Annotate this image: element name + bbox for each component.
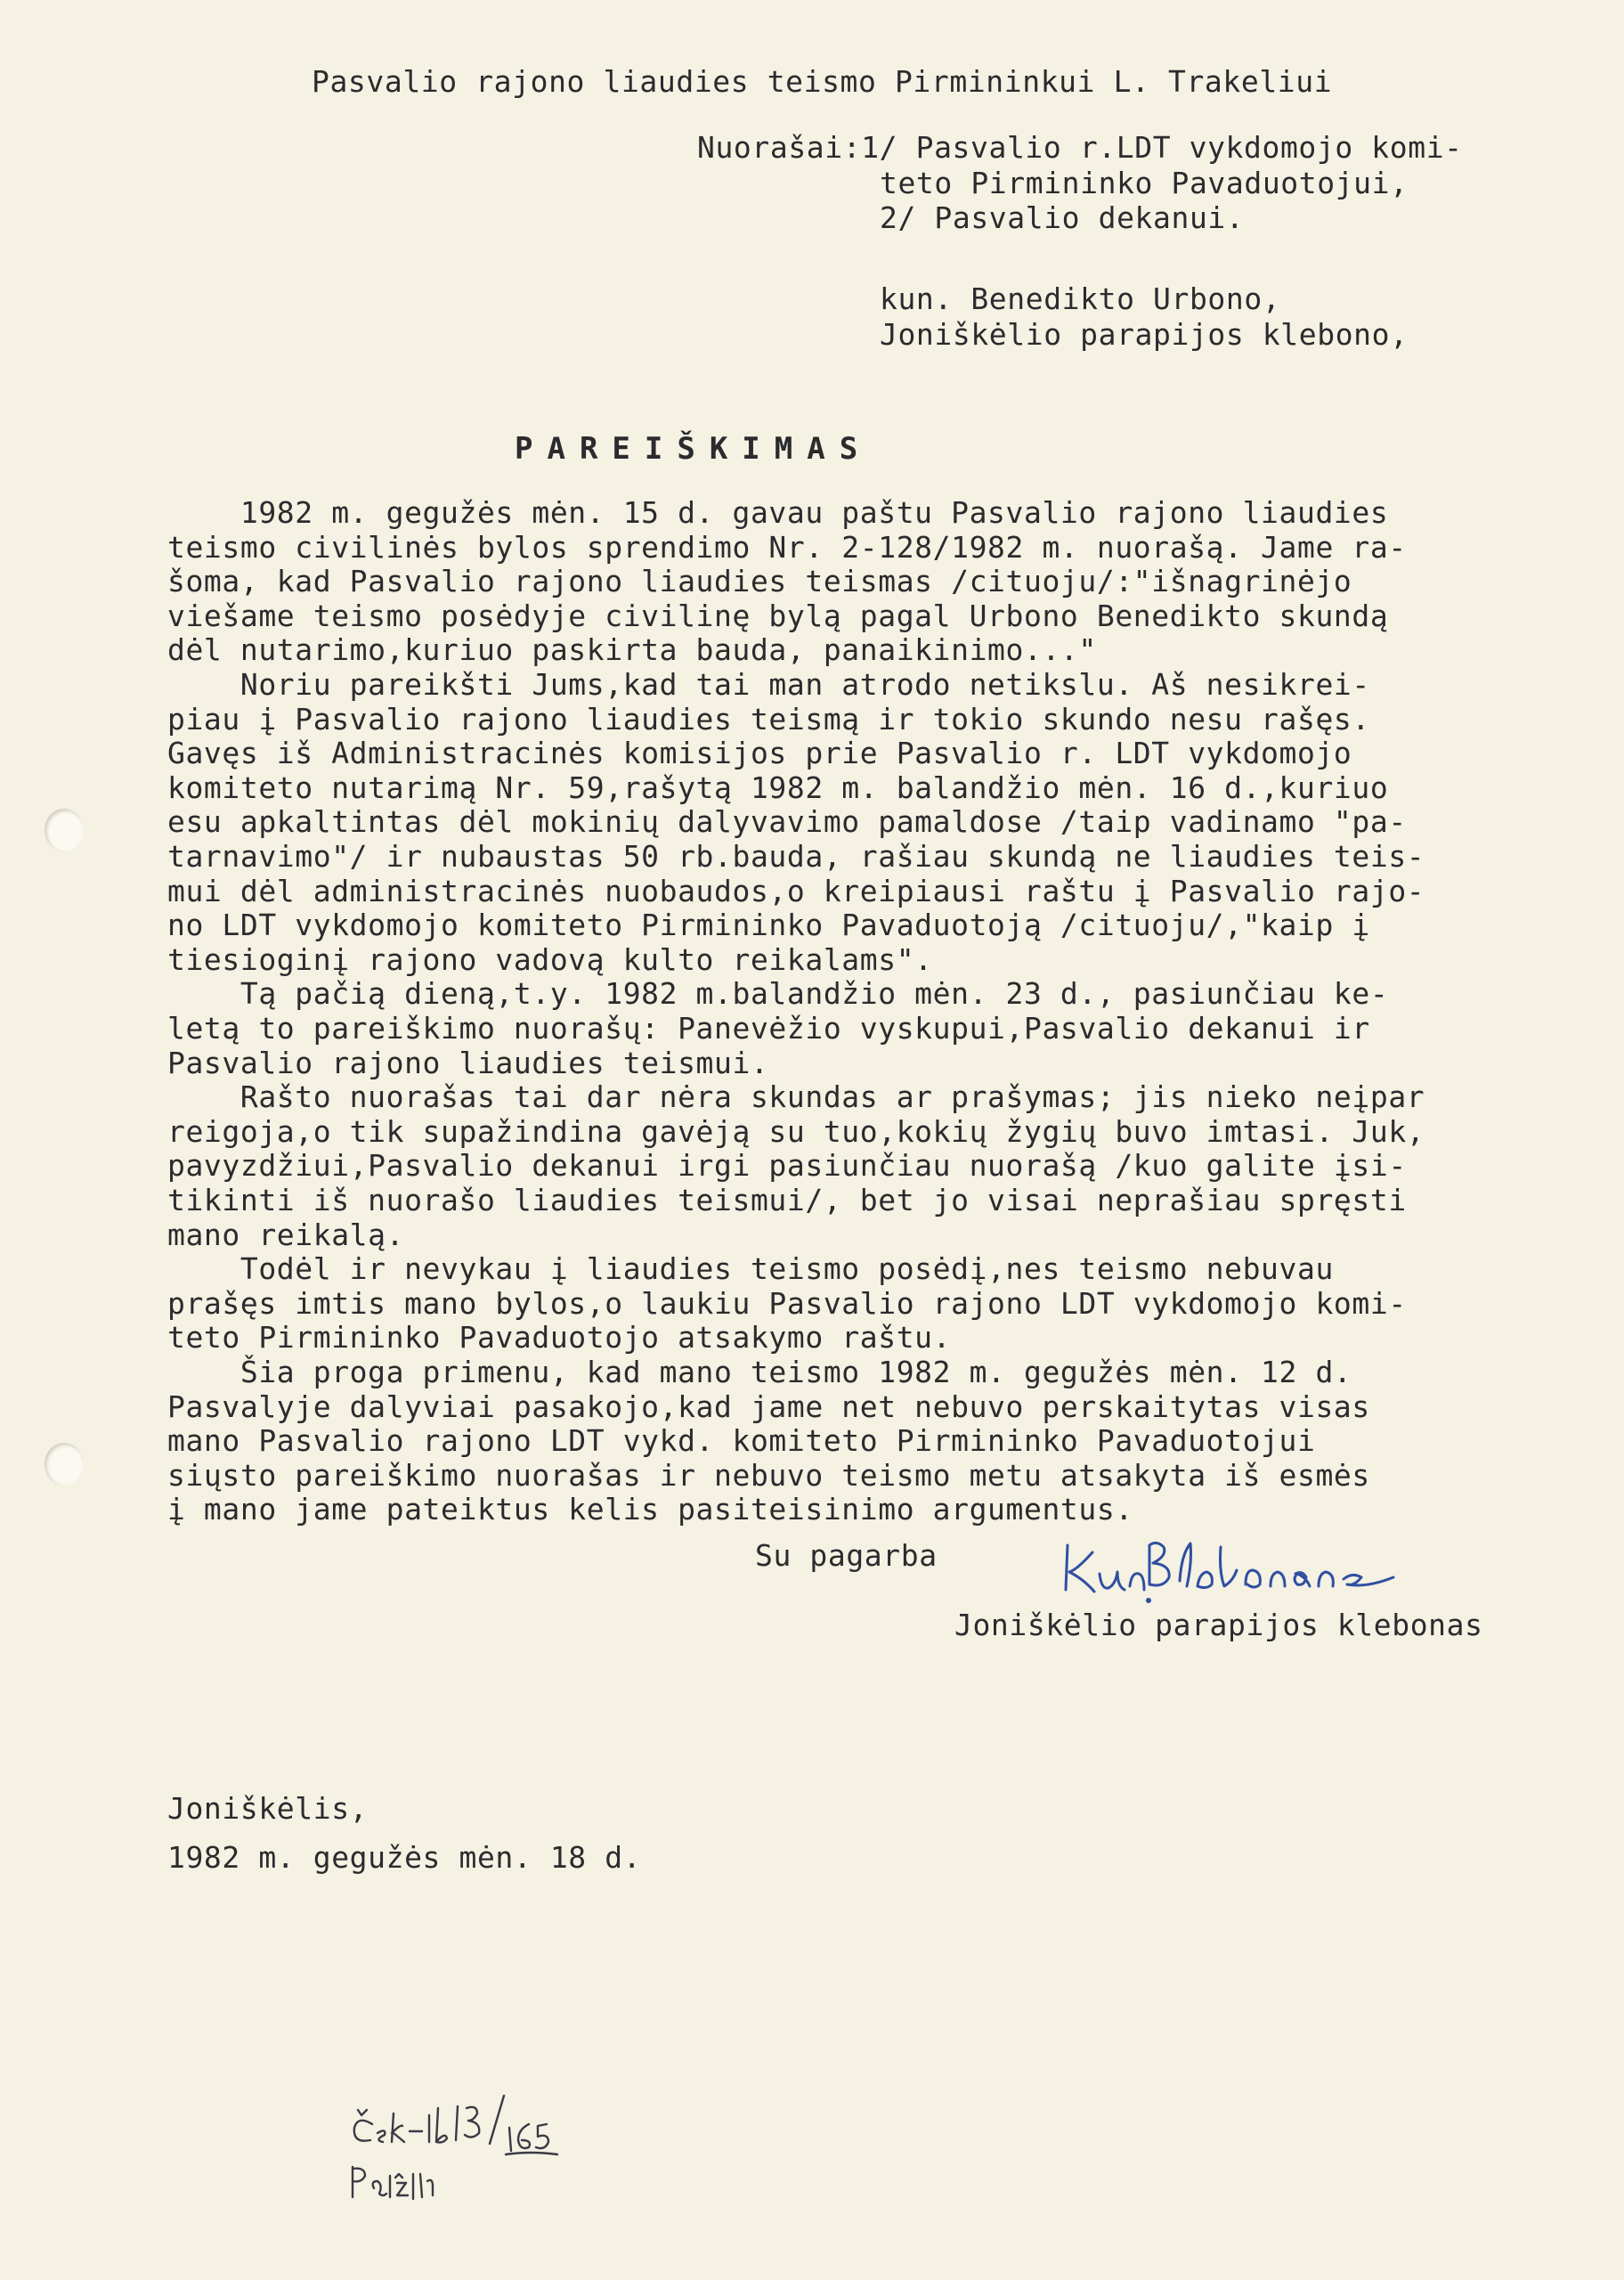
- place-line: Joniškėlis,: [167, 1791, 369, 1826]
- punch-hole-bottom: [45, 1443, 84, 1486]
- copies-line-3: 2/ Pasvalio dekanui.: [880, 200, 1245, 235]
- body-line: į mano jame pateiktus kelis pasiteisinimo argumentus.: [167, 1492, 1133, 1527]
- addressee-line: Pasvalio rajono liaudies teismo Pirmininkui L. Trakeliui: [312, 64, 1333, 99]
- body-line: reigoja,o tik supažindina gavėją su tuo,kokių žygių buvo imtasi. Juk,: [167, 1113, 1425, 1149]
- archive-annotation-line-1: [0, 0, 1, 1]
- copies-line-1: Nuorašai:1/ Pasvalio r.LDT vykdomojo komi-: [697, 130, 1463, 165]
- body-line: mano reikalą.: [167, 1217, 405, 1252]
- body-line: mano Pasvalio rajono LDT vykd. komiteto Pirmininko Pavaduotojui: [167, 1423, 1316, 1459]
- body-line: siųsto pareiškimo nuorašas ir nebuvo teismo metu atsakyta iš esmės: [167, 1457, 1370, 1493]
- punch-hole-top: [45, 809, 84, 851]
- body-line: šoma, kad Pasvalio rajono liaudies teismas /cituoju/:"išnagrinėjo: [167, 564, 1352, 599]
- body-line: esu apkaltintas dėl mokinių dalyvavimo pamaldose /taip vadinamo "pa-: [167, 804, 1407, 840]
- body-line: Noriu pareikšti Jums,kad tai man atrodo netikslu. Aš nesikrei-: [167, 667, 1370, 702]
- date-line: 1982 m. gegužės mėn. 18 d.: [167, 1840, 642, 1875]
- body-line: dėl nutarimo,kuriuo paskirta bauda, panaikinimo...": [167, 632, 1097, 668]
- body-line: mui dėl administracinės nuobaudos,o kreipiausi raštu į Pasvalio rajo-: [167, 873, 1425, 908]
- document-title: PAREIŠKIMAS: [515, 431, 873, 467]
- body-line: Rašto nuorašas tai dar nėra skundas ar prašymas; jis nieko neįpar: [167, 1079, 1425, 1115]
- body-line: prašęs imtis mano bylos,o laukiu Pasvalio rajono LDT vykdomojo komi-: [167, 1285, 1407, 1321]
- body-line: teto Pirmininko Pavaduotojo atsakymo raštu.: [167, 1320, 952, 1356]
- body-line: Gavęs iš Administracinės komisijos prie Pasvalio r. LDT vykdomojo: [167, 736, 1352, 771]
- body-line: tarnavimo"/ ir nubaustas 50 rb.bauda, rašiau skundą ne liaudies teis-: [167, 839, 1425, 874]
- signer-title: Joniškėlio parapijos klebonas: [954, 1608, 1483, 1642]
- body-line: Tą pačią dieną,t.y. 1982 m.balandžio mėn. 23 d., pasiunčiau ke-: [167, 976, 1389, 1012]
- closing-line: Su pagarba: [755, 1538, 938, 1573]
- body-line: teismo civilinės bylos sprendimo Nr. 2-128/1982 m. nuorašą. Jame ra-: [167, 529, 1407, 565]
- body-line: Pasvalio rajono liaudies teismui.: [167, 1045, 769, 1080]
- signature-text: KunBUrbonas: [1064, 1527, 1070, 1528]
- body-line: komiteto nutarimą Nr. 59,rašytą 1982 m. balandžio mėn. 16 d.,kuriuo: [167, 770, 1389, 805]
- copies-line-2: teto Pirmininko Pavaduotojui,: [880, 166, 1409, 200]
- body-line: letą to pareiškimo nuorašų: Panevėžio vyskupui,Pasvalio dekanui ir: [167, 1011, 1370, 1046]
- body-line: tiesioginį rajono vadovą kulto reikalams".: [167, 941, 933, 977]
- body-line: piau į Pasvalio rajono liaudies teismą ir tokio skundo nesu rašęs.: [167, 701, 1370, 737]
- archive-annotation-line-2: [0, 0, 1, 1]
- body-line: pavyzdžiui,Pasvalio dekanui irgi pasiunčiau nuorašą /kuo galite įsi-: [167, 1148, 1407, 1184]
- body-line: Todėl ir nevykau į liaudies teismo posėdį,nes teismo nebuvau: [167, 1251, 1334, 1287]
- body-line: viešame teismo posėdyje civilinę bylą pagal Urbono Benedikto skundą: [167, 598, 1389, 633]
- sender-line-2: Joniškėlio parapijos klebono,: [880, 317, 1409, 352]
- body-line: tikinti iš nuorašo liaudies teismui/, bet jo visai neprašiau spręsti: [167, 1183, 1407, 1217]
- body-line: 1982 m. gegužės mėn. 15 d. gavau paštu Pasvalio rajono liaudies: [167, 495, 1389, 530]
- body-line: Šia proga primenu, kad mano teismo 1982 m. gegužės mėn. 12 d.: [167, 1355, 1352, 1389]
- sender-line-1: kun. Benedikto Urbono,: [880, 281, 1281, 316]
- archive-annotation: [347, 2089, 632, 2204]
- handwritten-signature: [1064, 1527, 1420, 1608]
- body-line: Pasvalyje dalyviai pasakojo,kad jame net nebuvo perskaitytas visas: [167, 1388, 1370, 1424]
- body-line: no LDT vykdomojo komiteto Pirmininko Pavaduotoją /cituoju/,"kaip į: [167, 908, 1370, 943]
